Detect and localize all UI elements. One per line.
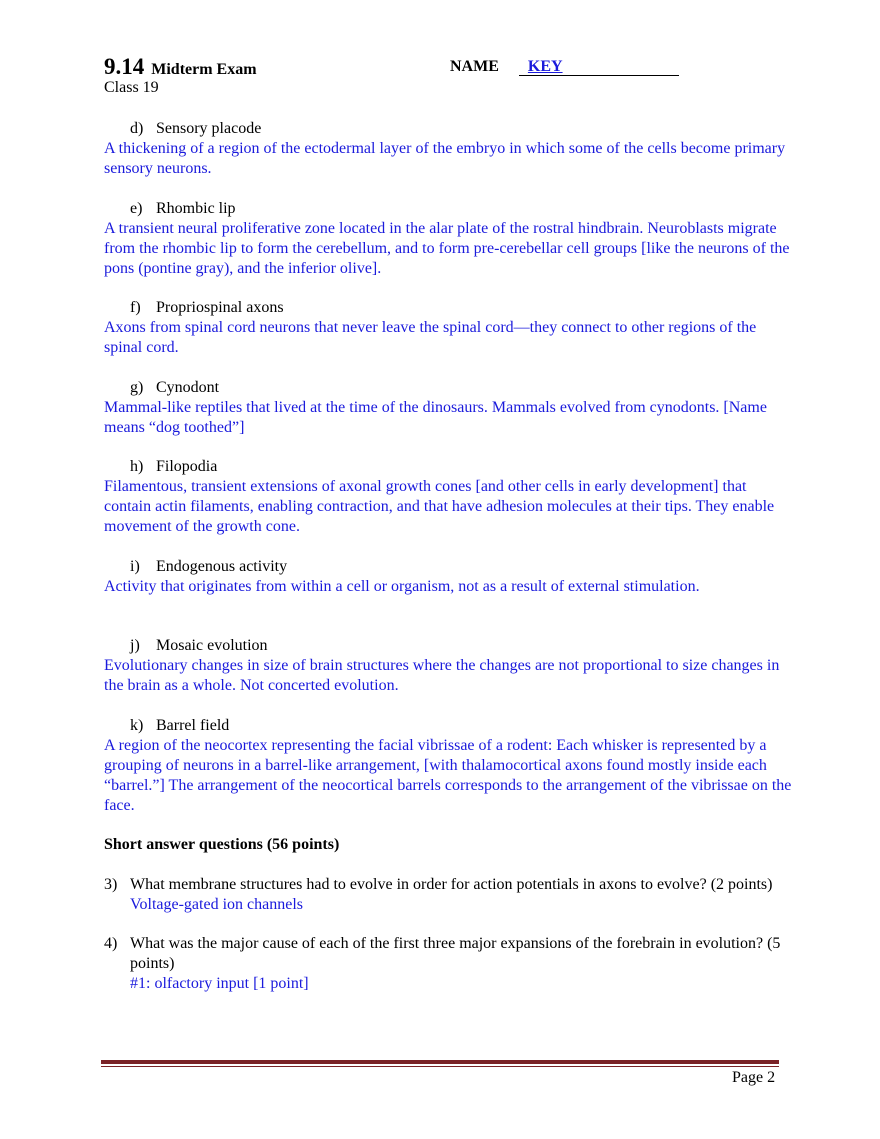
definition-answer: A thickening of a region of the ectodermal layer of the embryo in which some of the cells become primary sensory neurons. xyxy=(104,140,786,177)
definition-term: i) Endogenous activity xyxy=(130,557,288,575)
question-number: 4) xyxy=(104,935,118,952)
definition-answer: Evolutionary changes in size of brain structures where the changes are not proportional to size changes in the brain as a whole. Not concerted evolution. xyxy=(104,657,780,694)
definition-term: j) Mosaic evolution xyxy=(130,637,268,654)
definition-item xyxy=(104,119,794,179)
course-number: 9.14 xyxy=(104,54,145,79)
question-item xyxy=(104,875,794,915)
page-header xyxy=(104,54,784,100)
definition-item xyxy=(104,298,794,358)
question-answer: #1: olfactory input [1 point] xyxy=(130,975,309,992)
section-heading: Short answer questions (56 points) xyxy=(104,836,340,853)
definition-item xyxy=(104,636,794,696)
definition-answer: Activity that originates from within a cell or organism, not as a result of external stimulation. xyxy=(104,577,700,595)
question-answer: Voltage-gated ion channels xyxy=(130,895,303,913)
definition-answer: Mammal-like reptiles that lived at the time of the dinosaurs. Mammals evolved from cynodonts. [Name means “dog toothed”] xyxy=(104,398,767,436)
definition-answer: Filamentous, transient extensions of axonal growth cones [and other cells in early development] that contain actin filaments, enabling contraction, and that have adhesion molecules at their tips. They enable movement of the growth cone. xyxy=(104,478,775,535)
definition-term: e) Rhombic lip xyxy=(130,199,236,217)
name-field xyxy=(450,58,679,76)
footer-rule xyxy=(101,1060,779,1064)
page-number: Page 2 xyxy=(732,1069,776,1086)
definition-answer: A region of the neocortex representing the facial vibrissae of a rodent: Each whisker is represented by a grouping of neurons in a barrel-like arrangement, [with thalamocortical axons found mostly inside each “barrel.”] The arrangement of the neocortical barrels corresponds to the arrangement of the vibrissae on the face. xyxy=(104,736,792,814)
course-title xyxy=(104,54,257,80)
question-text: What membrane structures had to evolve in order for action potentials in axons to evolve? (2 points) xyxy=(130,875,773,893)
definition-answer: A transient neural proliferative zone located in the alar plate of the rostral hindbrain. Neuroblasts migrate from the rhombic lip to form the cerebellum, and to form pre-cerebellar cell groups [like the neurons of the pons (pontine gray), and the inferior olive]. xyxy=(104,219,790,277)
class-label: Class 19 xyxy=(104,79,159,96)
name-label: NAME xyxy=(450,58,499,75)
definition-answer: Axons from spinal cord neurons that never leave the spinal cord—they connect to other regions of the spinal cord. xyxy=(104,319,757,356)
question-number: 3) xyxy=(104,875,118,893)
question-item xyxy=(104,934,794,994)
definition-item xyxy=(104,457,794,537)
name-value: KEY xyxy=(527,58,563,75)
footer-rule-thin xyxy=(101,1066,779,1067)
definition-item xyxy=(104,716,794,816)
exam-content xyxy=(104,119,794,994)
definition-item xyxy=(104,199,794,279)
definition-term: g) Cynodont xyxy=(130,378,220,396)
definition-item xyxy=(104,557,794,597)
exam-title: Midterm Exam xyxy=(151,61,257,78)
definition-item xyxy=(104,378,794,438)
definition-term: k) Barrel field xyxy=(130,716,230,734)
question-text: What was the major cause of each of the first three major expansions of the forebrain in evolution? (5 points) xyxy=(130,935,781,972)
definition-term: d) Sensory placode xyxy=(130,120,262,137)
definition-term: f) Propriospinal axons xyxy=(130,299,284,316)
definition-term: h) Filopodia xyxy=(130,458,218,475)
name-line xyxy=(519,59,679,76)
